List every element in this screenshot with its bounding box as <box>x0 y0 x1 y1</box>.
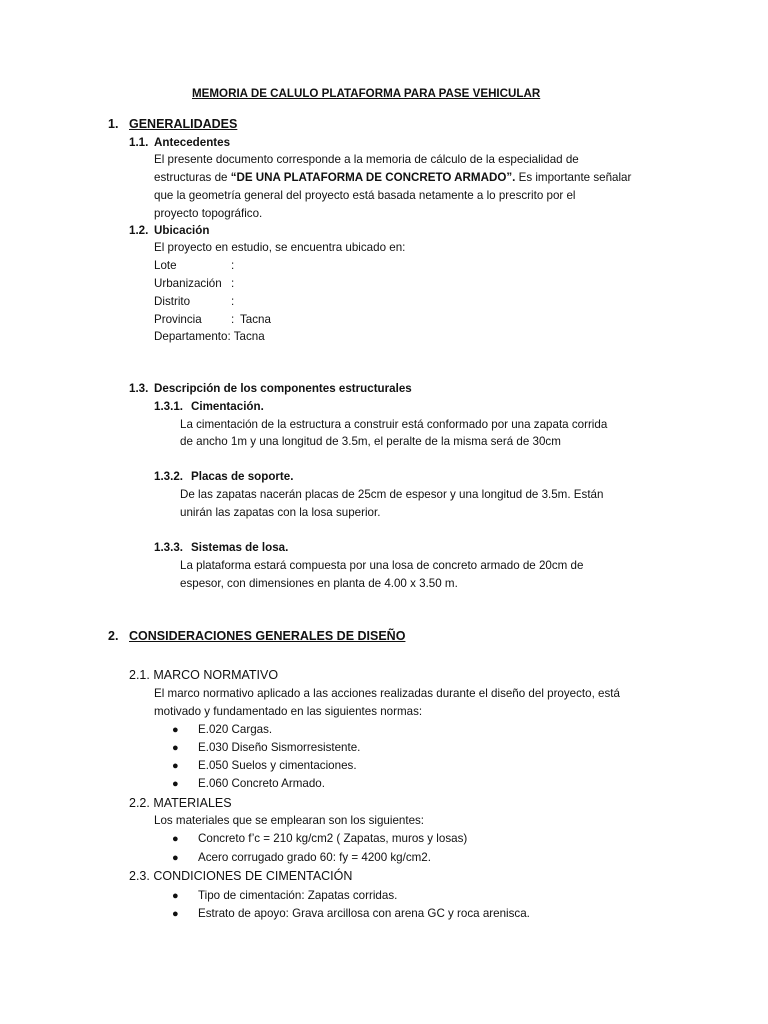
ubicacion-label-distrito: Distrito <box>154 295 191 308</box>
section-1-3-number: 1.3. <box>129 382 149 395</box>
antecedentes-line-3: que la geometría general del proyecto está basada netamente a lo prescrito por el <box>154 189 576 202</box>
section-2-title: CONSIDERACIONES GENERALES DE DISEÑO <box>129 629 406 643</box>
document-title: MEMORIA DE CALULO PLATAFORMA PARA PASE VEHICULAR <box>192 87 541 100</box>
norma-item: E.020 Cargas. <box>198 723 273 736</box>
ubicacion-intro: El proyecto en estudio, se encuentra ubicado en: <box>154 241 406 254</box>
ubicacion-sep-provincia: : <box>231 313 235 326</box>
norma-item: E.030 Diseño Sismorresistente. <box>198 741 361 754</box>
section-1-3-1-title: Cimentación. <box>191 400 264 413</box>
section-2-1-title: 2.1. MARCO NORMATIVO <box>129 668 279 682</box>
marco-line-2: motivado y fundamentado en las siguientes normas: <box>154 705 423 718</box>
ubicacion-value-provincia: Tacna <box>240 313 271 326</box>
cimentacion-line-2: de ancho 1m y una longitud de 3.5m, el peralte de la misma será de 30cm <box>180 435 561 448</box>
cimentacion-line-1: La cimentación de la estructura a construir está conformado por una zapata corrida <box>180 418 608 431</box>
section-2-2-title: 2.2. MATERIALES <box>129 796 232 810</box>
antecedentes-line-2-post: Es importante señalar <box>515 171 632 184</box>
section-1-1-number: 1.1. <box>129 136 149 149</box>
antecedentes-line-2-pre: estructuras de <box>154 171 231 184</box>
ubicacion-label-provincia: Provincia <box>154 313 202 326</box>
bullet-icon: ● <box>172 852 179 864</box>
antecedentes-line-1: El presente documento corresponde a la memoria de cálculo de la especialidad de <box>154 153 579 166</box>
section-1-3-1-number: 1.3.1. <box>154 400 184 413</box>
section-1-title: GENERALIDADES <box>129 117 238 131</box>
material-item: Acero corrugado grado 60: fy = 4200 kg/cm2. <box>198 851 431 864</box>
marco-line-1: El marco normativo aplicado a las acciones realizadas durante el diseño del proyecto, está <box>154 687 620 700</box>
bullet-icon: ● <box>172 833 179 845</box>
section-2-number: 2. <box>108 629 119 643</box>
antecedentes-line-2 <box>154 171 631 185</box>
ubicacion-sep-distrito: : <box>231 295 235 308</box>
losa-line-2: espesor, con dimensiones en planta de 4.00 x 3.50 m. <box>180 577 458 590</box>
ubicacion-sep-departamento: : <box>227 330 231 343</box>
section-1-1-title: Antecedentes <box>154 136 231 149</box>
section-1-2-title: Ubicación <box>154 224 210 237</box>
ubicacion-label-departamento: Departamento <box>154 330 228 343</box>
section-1-3-title: Descripción de los componentes estructurales <box>154 382 412 395</box>
section-1-2-number: 1.2. <box>129 224 149 237</box>
ubicacion-label-lote: Lote <box>154 259 177 272</box>
ubicacion-value-departamento: Tacna <box>233 330 265 343</box>
section-1-number: 1. <box>108 117 119 131</box>
ubicacion-sep-urbanizacion: : <box>231 277 235 290</box>
bullet-icon: ● <box>172 890 179 902</box>
placas-line-1: De las zapatas nacerán placas de 25cm de espesor y una longitud de 3.5m. Están <box>180 488 604 501</box>
materiales-intro: Los materiales que se emplearan son los siguientes: <box>154 814 425 827</box>
antecedentes-line-4: proyecto topográfico. <box>154 207 263 220</box>
ubicacion-sep-lote: : <box>231 259 235 272</box>
bullet-icon: ● <box>172 724 179 736</box>
condicion-item: Estrato de apoyo: Grava arcillosa con arena GC y roca arenisca. <box>198 907 530 920</box>
condicion-item: Tipo de cimentación: Zapatas corridas. <box>198 889 398 902</box>
bullet-icon: ● <box>172 908 179 920</box>
norma-item: E.060 Concreto Armado. <box>198 777 325 790</box>
material-item: Concreto f’c = 210 kg/cm2 ( Zapatas, muros y losas) <box>198 832 468 845</box>
losa-line-1: La plataforma estará compuesta por una losa de concreto armado de 20cm de <box>180 559 584 572</box>
bullet-icon: ● <box>172 742 179 754</box>
ubicacion-label-urbanizacion: Urbanización <box>154 277 222 290</box>
section-1-3-2-title: Placas de soporte. <box>191 470 294 483</box>
project-name-bold: “DE UNA PLATAFORMA DE CONCRETO ARMADO”. <box>230 171 516 184</box>
ubicacion-departamento <box>154 330 265 344</box>
norma-item: E.050 Suelos y cimentaciones. <box>198 759 357 772</box>
section-1-3-3-number: 1.3.3. <box>154 541 184 554</box>
section-1-3-3-title: Sistemas de losa. <box>191 541 289 554</box>
bullet-icon: ● <box>172 778 179 790</box>
placas-line-2: unirán las zapatas con la losa superior. <box>180 506 381 519</box>
bullet-icon: ● <box>172 760 179 772</box>
section-1-3-2-number: 1.3.2. <box>154 470 184 483</box>
section-2-3-title: 2.3. CONDICIONES DE CIMENTACIÓN <box>129 869 353 883</box>
